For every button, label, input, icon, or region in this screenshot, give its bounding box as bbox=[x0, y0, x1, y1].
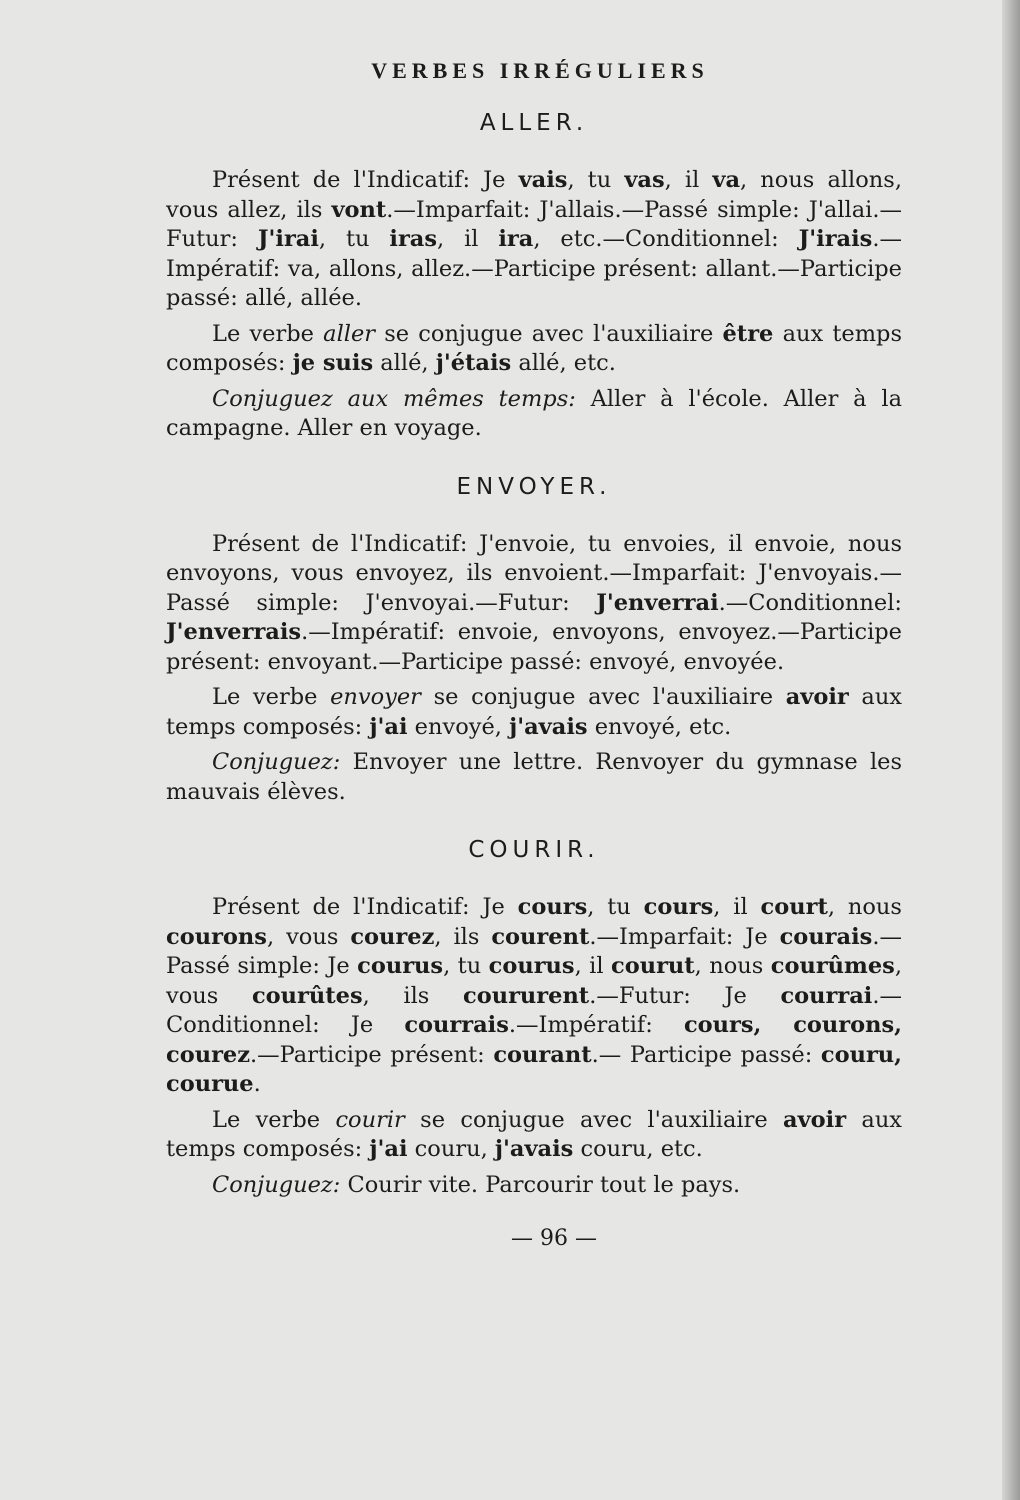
bold-form: ira bbox=[498, 226, 534, 252]
text-run: .—Futur: Je bbox=[589, 982, 781, 1009]
text-run: .—Participe présent: bbox=[250, 1041, 494, 1068]
text-run: se conjugue avec l'auxiliaire bbox=[420, 684, 786, 710]
text-run: , il bbox=[437, 226, 499, 252]
bold-form: J'irai bbox=[257, 226, 319, 252]
bold-form: courut bbox=[611, 953, 695, 979]
text-run: Le verbe bbox=[212, 320, 324, 347]
text-run: envoyé, etc. bbox=[587, 713, 732, 740]
text-run: Courir vite. Parcourir tout le pays. bbox=[340, 1171, 741, 1198]
exercise-paragraph bbox=[166, 748, 902, 807]
text-run: , ils bbox=[362, 982, 463, 1009]
text-run: .—Imparfait: Je bbox=[589, 923, 780, 950]
bold-form: J'enverrai bbox=[596, 589, 719, 616]
text-run: , il bbox=[713, 894, 761, 920]
text-run: Le verbe bbox=[212, 1106, 336, 1133]
bold-form: courus bbox=[488, 953, 575, 979]
text-run: , tu bbox=[443, 953, 489, 979]
section-title: ENVOYER. bbox=[456, 473, 612, 500]
italic-text: courir bbox=[335, 1106, 405, 1133]
text-run: , vous bbox=[166, 953, 902, 1009]
bold-form: courrai bbox=[780, 982, 873, 1009]
conjugation-paragraph bbox=[166, 166, 902, 314]
auxiliary-paragraph bbox=[166, 683, 902, 742]
conjugation-paragraph bbox=[166, 893, 902, 1100]
text-run: .—Impératif: envoie, envoyons, envoyez.—Participe présent: envoyant.—Participe passé: envoyé, envoyée. bbox=[166, 619, 902, 675]
bold-form: court bbox=[760, 894, 828, 920]
text-run: , il bbox=[664, 167, 713, 193]
text-run: allé, etc. bbox=[511, 350, 616, 376]
text-run: Le verbe bbox=[212, 684, 331, 710]
bold-form: j'étais bbox=[435, 350, 512, 376]
bold-form: courûtes bbox=[251, 982, 363, 1009]
bold-form: J'irais bbox=[798, 226, 873, 252]
section-title: ALLER. bbox=[479, 110, 589, 136]
italic-text: Conjuguez: bbox=[212, 1171, 341, 1198]
text-run: .—Passé simple: Je bbox=[166, 923, 902, 979]
bold-form: vas bbox=[624, 167, 665, 193]
italic-text: Conjuguez: bbox=[212, 749, 341, 775]
italic-text: Conjuguez aux mêmes temps: bbox=[212, 385, 576, 412]
text-run: .— Participe passé: bbox=[591, 1041, 821, 1068]
text-run: , tu bbox=[318, 226, 390, 252]
text-run: , nous bbox=[827, 894, 902, 920]
auxiliary-paragraph bbox=[166, 320, 902, 379]
verb-section-envoyer bbox=[166, 474, 902, 808]
conjugation-paragraph bbox=[166, 530, 902, 678]
verb-section-aller bbox=[166, 110, 902, 444]
bold-form: coururent bbox=[463, 982, 590, 1009]
text-run: couru, bbox=[407, 1136, 495, 1162]
text-run: .—Imparfait: J'allais.—Passé simple: J'allai.—Futur: bbox=[166, 196, 902, 252]
bold-form: va bbox=[712, 167, 741, 193]
bold-form: iras bbox=[389, 226, 438, 252]
text-run: .—Impératif: bbox=[508, 1012, 684, 1038]
text-run: se conjugue avec l'auxiliaire bbox=[375, 320, 723, 347]
bold-form: courûmes bbox=[770, 953, 895, 979]
text-run: , il bbox=[574, 953, 611, 979]
text-run: couru, etc. bbox=[573, 1136, 703, 1162]
bold-form: courus bbox=[357, 953, 444, 979]
text-run: , nous bbox=[694, 953, 771, 979]
text-run: Présent de l'Indicatif: Je bbox=[212, 167, 519, 193]
bold-form: courant bbox=[493, 1041, 592, 1068]
bold-form: courais bbox=[779, 923, 873, 950]
bold-form: j'ai bbox=[369, 1136, 408, 1162]
text-run: .—Conditionnel: Je bbox=[166, 982, 903, 1038]
text-run: Envoyer une lettre. Renvoyer du gymnase les mauvais élèves. bbox=[166, 749, 902, 805]
bold-form: avoir bbox=[785, 684, 849, 710]
text-run: , etc.—Conditionnel: bbox=[533, 226, 799, 252]
text-run: . bbox=[253, 1071, 261, 1097]
text-run: Présent de l'Indicatif: J'envoie, tu envoies, il envoie, nous envoyons, vous envoyez, ils envoient.—Imparfait: J'envoyais.—Passé simple: J'envoyai.—Futur: bbox=[166, 530, 902, 616]
bold-form: courez bbox=[350, 923, 435, 950]
page-content bbox=[166, 58, 902, 1251]
text-run: .—Conditionnel: bbox=[718, 589, 902, 616]
text-run: allé, bbox=[373, 350, 436, 376]
text-run: , vous bbox=[266, 923, 351, 950]
text-run: , tu bbox=[567, 167, 625, 193]
page-number: — 96 — bbox=[511, 1226, 597, 1251]
bold-form: cours, courons, courez bbox=[166, 1012, 902, 1068]
text-run: aux temps composés: bbox=[166, 1106, 903, 1162]
running-head: VERBES IRRÉGULIERS bbox=[371, 58, 709, 83]
bold-form: couru, courue bbox=[166, 1041, 902, 1097]
bold-form: avoir bbox=[783, 1106, 847, 1133]
book-spine-shadow bbox=[1002, 0, 1020, 1500]
bold-form: cours bbox=[643, 894, 714, 920]
text-run: Aller à l'école. Aller à la campagne. Aller en voyage. bbox=[166, 385, 902, 441]
section-title: COURIR. bbox=[468, 837, 600, 863]
auxiliary-paragraph bbox=[166, 1106, 902, 1165]
text-run: aux temps composés: bbox=[166, 320, 902, 376]
bold-form: courrais bbox=[404, 1012, 509, 1038]
text-run: se conjugue avec l'auxiliaire bbox=[404, 1106, 783, 1133]
bold-form: cours bbox=[517, 894, 588, 920]
italic-text: envoyer bbox=[330, 684, 421, 710]
exercise-paragraph bbox=[166, 1171, 902, 1201]
bold-form: être bbox=[722, 320, 774, 347]
bold-form: je suis bbox=[292, 350, 374, 376]
bold-form: vais bbox=[518, 167, 568, 193]
text-run: Présent de l'Indicatif: Je bbox=[212, 894, 518, 920]
bold-form: courons bbox=[166, 923, 267, 950]
text-run: , nous allons, vous allez, ils bbox=[166, 167, 902, 223]
bold-form: j'avais bbox=[494, 1136, 574, 1162]
text-run: aux temps composés: bbox=[166, 684, 903, 740]
bold-form: courent bbox=[491, 923, 590, 950]
text-run: envoyé, bbox=[407, 713, 510, 740]
bold-form: J'enverrais bbox=[166, 619, 302, 645]
bold-form: j'avais bbox=[509, 713, 588, 740]
text-run: .—Impératif: va, allons, allez.—Participe présent: allant.—Participe passé: allé, allée. bbox=[166, 226, 902, 311]
italic-text: aller bbox=[323, 320, 376, 347]
exercise-paragraph bbox=[166, 385, 902, 444]
verb-section-courir bbox=[166, 837, 902, 1200]
bold-form: vont bbox=[331, 196, 387, 223]
text-run: , ils bbox=[434, 923, 492, 950]
bold-form: j'ai bbox=[369, 713, 408, 740]
text-run: , tu bbox=[587, 894, 644, 920]
